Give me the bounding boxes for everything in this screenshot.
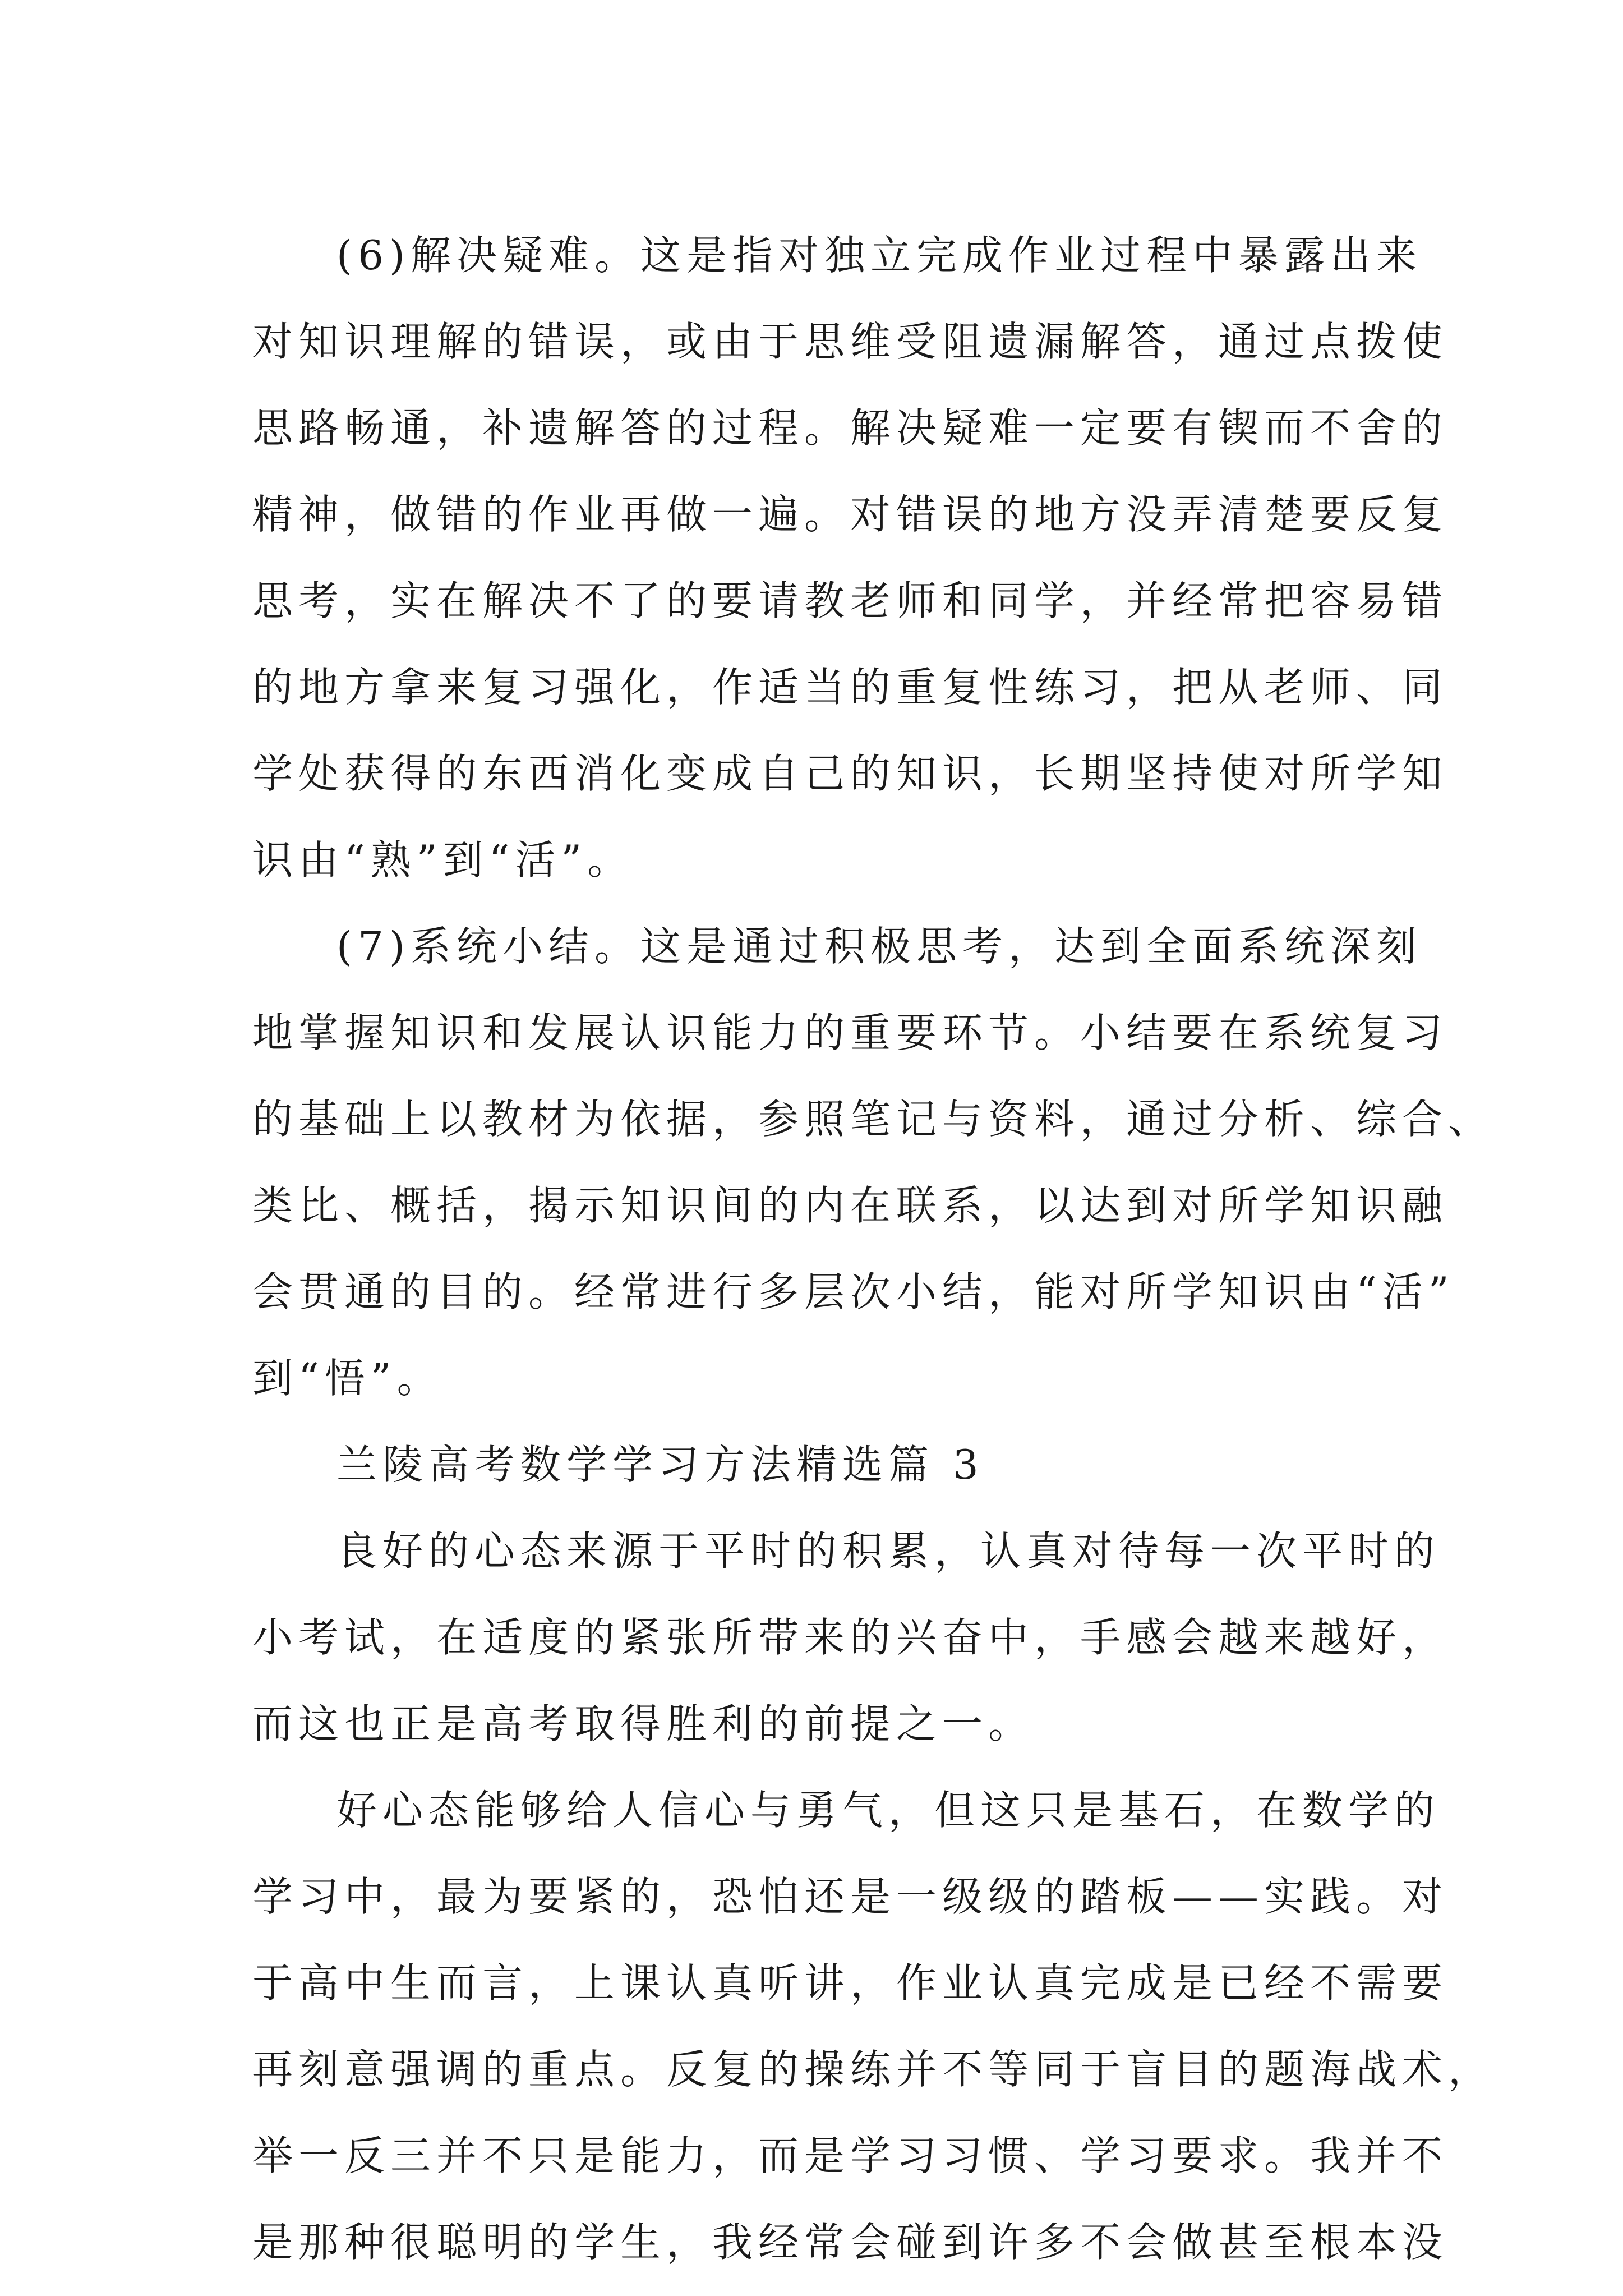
document-body (252, 212, 1495, 2285)
text-line: 对知识理解的错误，或由于思维受阻遗漏解答，通过点拨使 (252, 318, 1449, 365)
text-line: 学处获得的东西消化变成自己的知识，长期坚持使对所学知 (252, 750, 1449, 797)
text-line: (7)系统小结。这是通过积极思考，达到全面系统深刻 (336, 923, 1422, 970)
text-line: 小考试，在适度的紧张所带来的兴奋中，手感会越来越好， (252, 1614, 1449, 1661)
text-line: 再刻意强调的重点。反复的操练并不等同于盲目的题海战术， (252, 2046, 1495, 2093)
text-line: 思路畅通，补遗解答的过程。解决疑难一定要有锲而不舍的 (252, 404, 1449, 452)
text-line: 的地方拿来复习强化，作适当的重复性练习，把从老师、同 (252, 664, 1449, 711)
text-line: 举一反三并不只是能力，而是学习习惯、学习要求。我并不 (252, 2132, 1449, 2179)
text-line: 是那种很聪明的学生，我经常会碰到许多不会做甚至根本没 (252, 2219, 1449, 2266)
text-line: 好心态能够给人信心与勇气，但这只是基石，在数学的 (336, 1787, 1441, 1834)
section-title: 兰陵高考数学学习方法精选篇 3 (336, 1441, 984, 1488)
text-line: 于高中生而言，上课认真听讲，作业认真完成是已经不需要 (252, 1959, 1449, 2007)
paragraph-good-mindset (252, 1508, 1449, 1767)
text-line: 而这也正是高考取得胜利的前提之一。 (252, 1700, 1035, 1747)
text-line: 识由“熟”到“活”。 (252, 836, 634, 884)
text-line: (6)解决疑难。这是指对独立完成作业过程中暴露出来 (336, 232, 1422, 279)
text-line: 精神，做错的作业再做一遍。对错误的地方没弄清楚要反复 (252, 491, 1449, 538)
paragraph-systematic-summary (252, 903, 1495, 1421)
paragraph-practice (252, 1767, 1495, 2285)
text-line: 地掌握知识和发展认识能力的重要环节。小结要在系统复习 (252, 1009, 1449, 1056)
text-line: 会贯通的目的。经常进行多层次小结，能对所学知识由“活” (252, 1268, 1455, 1315)
text-line: 学习中，最为要紧的，恐怕还是一级级的踏板——实践。对 (252, 1873, 1449, 1920)
text-line: 的基础上以教材为依据，参照笔记与资料，通过分析、综合、 (252, 1096, 1495, 1143)
text-line: 到“悟”。 (252, 1355, 443, 1402)
text-line: 类比、概括，揭示知识间的内在联系，以达到对所学知识融 (252, 1182, 1449, 1229)
text-line: 良好的心态来源于平时的积累，认真对待每一次平时的 (336, 1527, 1441, 1575)
paragraph-solve-difficulties (252, 212, 1449, 903)
section-heading (252, 1421, 1391, 1508)
text-line: 思考，实在解决不了的要请教老师和同学，并经常把容易错 (252, 577, 1449, 624)
